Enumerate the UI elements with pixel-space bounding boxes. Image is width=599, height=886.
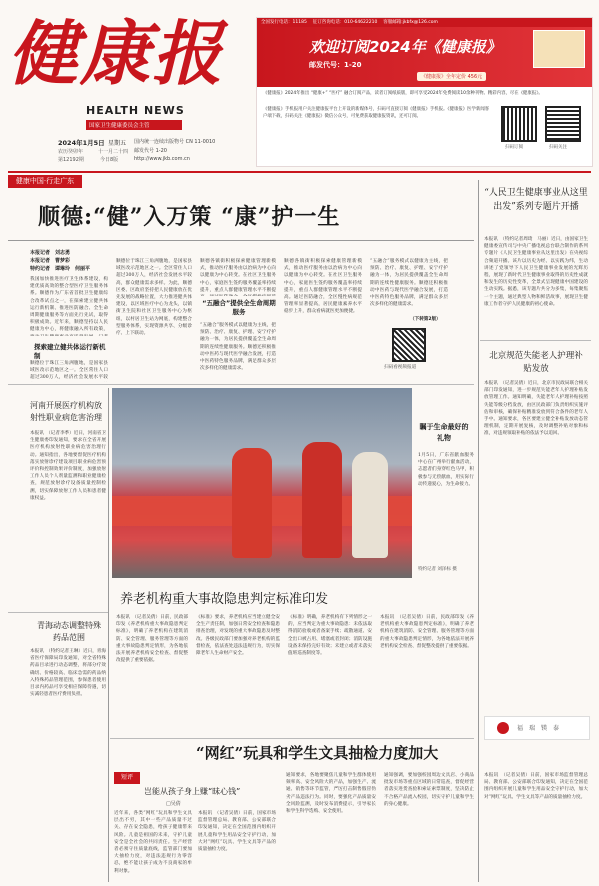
divider bbox=[8, 240, 474, 241]
photo-person bbox=[352, 452, 388, 558]
qinghai-body: 本报讯 （特约记者王琳）近日，青海省医疗保障局印发通知，对全省特殊药品目录进行动态调整，将部分疗效确切、价格较高、临床急需的药品纳入特殊药品管理范围，参保患者使用目录内药品可享受相应保障待遇，切实减轻患者医疗费用负担。 bbox=[30, 649, 106, 698]
brand-text: 福 瑞 镁 泰 bbox=[517, 725, 560, 732]
brand-ad bbox=[484, 716, 590, 740]
lead-byline: 本报记者 刘志勇 bbox=[30, 250, 71, 256]
side-series-body: 本报讯 （特约记者周琦 马丽）近日，由国家卫生健康委宣传司与中央广播电视总台联合制作的系列专题片《人民卫生健康事业从这里出发》在央视综合频道开播。该片以历史为经、以实践为纬，生动讲述了党领导下人民卫生健康事业发展的光辉历程，展现了新时代卫生健康事业取得的历史性成就和发生的历史性变革，全景式呈现健康中国建设的生动实践。据悉，该专题片共分为多集，每集聚焦一个主题，通过典型人物和鲜活故事，展现卫生健康工作者守护人民健康的初心使命。 bbox=[484, 237, 588, 307]
lead-body-col4: 顺德各镇街积极探索健康管理新模式，推动医疗服务由以治病为中心向以健康为中心转变。在社区卫生服务中心，家庭医生签约服务覆盖率持续提升，重点人群健康管理水平不断提高。通过医防融合，全区慢性病规范管理率显著提高，居民健康素养水平稳步上升，群众看病就医更加便捷。 bbox=[284, 259, 362, 315]
lead-body-col2: 顺德位于珠江三角洲腹地，是国家县域医改示范地区之一。全区常住人口超过300万人，经济社会发展水平较高，群众健康需求多样。为此，顺德区委、区政府坚持把人民健康放在优先发展的战略位置，大力推进健共体建设，以区域医疗中心为龙头，以镇街卫生院和社区卫生服务中心为枢纽，以村居卫生站为网底，构建整合型服务体系，实现资源共享、分级诊疗、上下联动。 bbox=[116, 259, 192, 337]
safety-title: 养老机构重大事故隐患判定标准印发 bbox=[120, 592, 329, 607]
divider bbox=[8, 612, 108, 613]
photo-credit: 特约记者 刘泽标 摄 bbox=[418, 567, 457, 572]
stationery-title: “网红”玩具和学生文具抽检力度加大 bbox=[196, 744, 439, 762]
masthead-issue: 第12192期 bbox=[58, 157, 84, 163]
ad-code: 邮发代号：1-20 bbox=[309, 61, 362, 69]
divider bbox=[110, 738, 474, 739]
safety-body-col4: 本报讯 （记者吴倩）日前，民政部印发《养老机构重大事故隐患判定标准》，明确了养老机构在建筑消防、安全管理、服务管理等方面的重大事故隐患判定情形，为各地依法开展养老机构安全检查、督促整改提供了重要依据。 bbox=[380, 615, 474, 649]
safety-body-col1: 本报讯 （记者吴倩）日前，民政部印发《养老机构重大事故隐患判定标准》，明确了养老机构在建筑消防、安全管理、服务管理等方面的重大事故隐患判定情形，为各地依法开展养老机构安全检查、督促整改提供了重要依据。 bbox=[116, 615, 188, 664]
photo-person bbox=[232, 448, 272, 558]
qr-code-icon[interactable] bbox=[392, 328, 426, 362]
lead-body-col3b: “五融合”服务模式以健康为主线，把预防、治疗、康复、护理、安宁疗护融为一体，为居民提供覆盖全生命周期的连续性健康服务。顺德还积极推动中医药与现代医学融合发展，打造中医药特色服务品牌，满足群众多层次多样化的健康需求。 bbox=[200, 323, 276, 372]
lead-qr-label: 扫码看视频报道 bbox=[384, 365, 417, 370]
short-body-col2: 本报讯 （记者吴倩）日前，国家市场监督管理总局、教育部、公安部联合印发通知，决定在全国范围内组织开展儿童和学生用品安全守护行动，加大对“网红”玩具、学生文具等产品的质量抽检力度。 bbox=[198, 811, 276, 853]
ad-book-image bbox=[533, 30, 585, 68]
lead-body-col3: 顺德各镇街积极探索健康管理新模式，推动医疗服务由以治病为中心向以健康为中心转变。在社区卫生服务中心，家庭医生签约服务覆盖率持续提升，重点人群健康管理水平不断提 bbox=[200, 259, 276, 293]
photo-caption-body: 1月5日，广东省献血服务中心在广州举行献血活动，志愿者们身穿红色马甲，积极参与无偿献血，用实际行动传递爱心，为生命接力。 bbox=[418, 453, 474, 487]
masthead-rule bbox=[8, 171, 591, 173]
lead-subhead: 探索建立健共体运行新机制 bbox=[34, 343, 106, 360]
side-series-title: “人民卫生健康事业从这里出发”系列专题片开播 bbox=[484, 188, 588, 212]
beijing-body-continued: 本报讯 （记者吴倩）日前，国家市场监督管理总局、教育部、公安部联合印发通知，决定在全国范围内组织开展儿童和学生用品安全守护行动，加大对“网红”玩具、学生文具等产品的质量抽检力度。 bbox=[484, 773, 588, 800]
masthead-title: 健康报 bbox=[8, 12, 224, 95]
lead-byline: 特约记者 谭琳玲 何丽平 bbox=[30, 266, 91, 272]
beijing-body: 本报讯 （记者吴倩）近日，北京市民政局联合相关部门印发通知，进一步规范失能老年人护理补贴发放管理工作。通知明确，失能老年人护理补贴按照失能等级分档发放，由区民政部门负责组织实施评估和审核，确保补贴精准发放到符合条件的老年人手中。通知要求，各区要建立健全补贴发放动态管理机制，定期开展复核，及时调整补贴对象和标准，对违规领取补贴的依法予以追回。 bbox=[484, 381, 588, 437]
qinghai-title: 青海动态调整特殊药品范围 bbox=[37, 621, 101, 642]
qr-label: 扫码关注 bbox=[549, 145, 567, 150]
henan-title: 河南开展医疗机构放射性职业病危害治理 bbox=[30, 401, 102, 422]
divider-vertical bbox=[108, 388, 109, 882]
divider bbox=[480, 340, 591, 341]
news-photo bbox=[112, 388, 412, 578]
short-body-col1: 近年来，各类“网红”玩具和学生文具层出不穷，其中一些产品质量不过关、存在安全隐患，给孩子健康带来风险。儿童是祖国的未来，守护儿童安全是全社会的共同责任。生产经营者必须守住质量底线，监管部门要加大抽检力度，对违法违规行为零容忍，绝不能让孩子成为不良商家的牟利对象。 bbox=[114, 811, 192, 874]
masthead-site: http://www.jkb.com.cn bbox=[134, 156, 190, 162]
lead-body-col1b: 顺德位于珠江三角洲腹地，是国家县域医改示范地区之一。全区常住人口超过300万人，经济社会发展水平较 bbox=[30, 361, 108, 381]
short-byline: □吴倩 bbox=[166, 801, 181, 807]
stationery-body-col1: 通知要求，各地要聚焦儿童和学生群体使用频率高、安全风险大的产品，加强生产、流通、销售等环节监管，严厉打击制售假冒伪劣产品违法行为。同时，要强化产品质量安全风险监测，及时发布消费提示，引导家长和学生科学选购、安全使用。 bbox=[286, 773, 376, 815]
short-commentary bbox=[114, 772, 278, 882]
qr-label: 扫码订阅 bbox=[505, 145, 523, 150]
masthead-subtitle: 国家卫生健康委员会主管 bbox=[86, 120, 182, 130]
ad-headline: 欢迎订阅2024年《健康报》 bbox=[309, 38, 501, 56]
lead-subhead: “五融合”提供全生命周期服务 bbox=[202, 299, 276, 316]
masthead-lunar: 农历癸卯年 bbox=[58, 149, 84, 155]
photo-caption-title: 瞩于生命最好的礼物 bbox=[419, 423, 469, 442]
subscription-ad bbox=[256, 17, 593, 167]
divider-vertical bbox=[478, 180, 479, 882]
lead-byline: 本报记者 曹梦彩 bbox=[30, 258, 71, 264]
masthead-lunar-day: 十一月二十四 bbox=[98, 149, 129, 155]
masthead-english: HEALTH NEWS bbox=[86, 104, 185, 117]
lead-body-col5: “五融合”服务模式以健康为主线，把预防、治疗、康复、护理、安宁疗护融为一体，为居民提供覆盖全生命周期的连续性健康服务。顺德还积极推动中医药与现代医学融合发展，打造中医药特色服务品牌，满足群众多层次多样化的健康需求。 bbox=[370, 259, 448, 308]
qr-code-icon[interactable] bbox=[545, 106, 581, 142]
lead-title: 顺德:“健”入万策 “康”护一生 bbox=[38, 204, 341, 230]
masthead-pages: 今日8版 bbox=[100, 157, 119, 163]
masthead-cn-line1: 国内统一连续出版物号 CN 11-0010 bbox=[134, 139, 216, 145]
masthead-cn-line2: 邮发代号 1-20 bbox=[134, 148, 167, 154]
ad-price: 《健康报》全年定价 456元 bbox=[417, 72, 486, 81]
qr-code-icon[interactable] bbox=[501, 106, 537, 142]
masthead-date: 2024年1月5日 bbox=[58, 139, 105, 147]
ad-top-info: 全国发行电话：11185 征订咨询电话：010-64622210 客服邮箱:jkbfx@126.com bbox=[257, 18, 592, 27]
masthead-weekday: 星期五 bbox=[108, 140, 127, 147]
ad-description: 《健康报》2024年推出 “健康+” “医疗” 融合订阅产品，读者订阅纸质版，即可享受2024年免费阅读10余种刊物。精彩内容，尽在《健康报》。 bbox=[263, 91, 543, 96]
short-title: 岂能从孩子身上赚“昧心钱” bbox=[144, 787, 241, 796]
lead-body-col1: 我国加快推进医疗卫生体系建设，构建优质高效的整合型医疗卫生服务体系。顺德作为广东省首批卫生健康综合改革试点之一，在探索建立健共体运行新机制、推进医防融合、全生命周期健康服务等方面先行先试，取得积极成效。近年来，顺德坚持以人民健康为中心，将健康融入所有政策， bbox=[30, 277, 108, 333]
henan-body: 本报讯 （记者李季）近日，河南省卫生健康委印发通知，要求在全省开展医疗机构放射性职业病危害治理行动。通知指出，各地要督促医疗机构落实放射诊疗建设项目职业病危害预评价和控制效果评价制度，加强放射工作人员个人剂量监测和职业健康检查，规范放射诊疗设备质量控制检测，切实保障放射工作人员和患者健康权益。 bbox=[30, 431, 106, 501]
lead-end-note: （下转第2版） bbox=[410, 317, 441, 322]
beijing-title: 北京规范失能老人护理补贴发放 bbox=[489, 351, 583, 374]
divider bbox=[8, 384, 474, 385]
short-label: 短评 bbox=[114, 772, 140, 784]
section-label: 健康中国·行走广东 bbox=[8, 175, 82, 188]
brand-logo-icon bbox=[497, 722, 509, 734]
safety-body-col2: 《标准》要求，养老机构应当建立健全安全生产责任制，加强日常安全检查和隐患排查治理，对发现的重大事故隐患及时整改。各级民政部门要加强对养老机构的监督检查，依法查处违法违规行为，切实保障老年人生命财产安全。 bbox=[196, 615, 280, 657]
ad-qr-text: 《健康报》手机报用户关注健康报平台上开设的新媒体号，扫码可直接订阅《健康报》手机报。《健康报》医学新闻客户端下载，扫码关注《健康报》微信公众号，可免费获取健康报资讯，还可订阅。 bbox=[263, 107, 490, 120]
masthead bbox=[8, 6, 254, 163]
photo-person bbox=[302, 442, 342, 558]
stationery-body-col2: 通知强调，要加强校园周边文具店、小商品批发市场等重点区域的日常巡查，督促经营者落实进货查验和索证索票制度，坚决防止不合格产品流入校园，切实守护儿童和学生的身心健康。 bbox=[384, 773, 474, 807]
safety-body-col3: 《标准》明确，养老机构有下列情形之一的，应当判定为重大事故隐患：未依法取得消防验收或者备案手续；疏散通道、安全出口被占用、堵塞或者封闭；消防设施设备未保持完好有效；未建立或者未落实值班巡查制度等。 bbox=[288, 615, 372, 657]
